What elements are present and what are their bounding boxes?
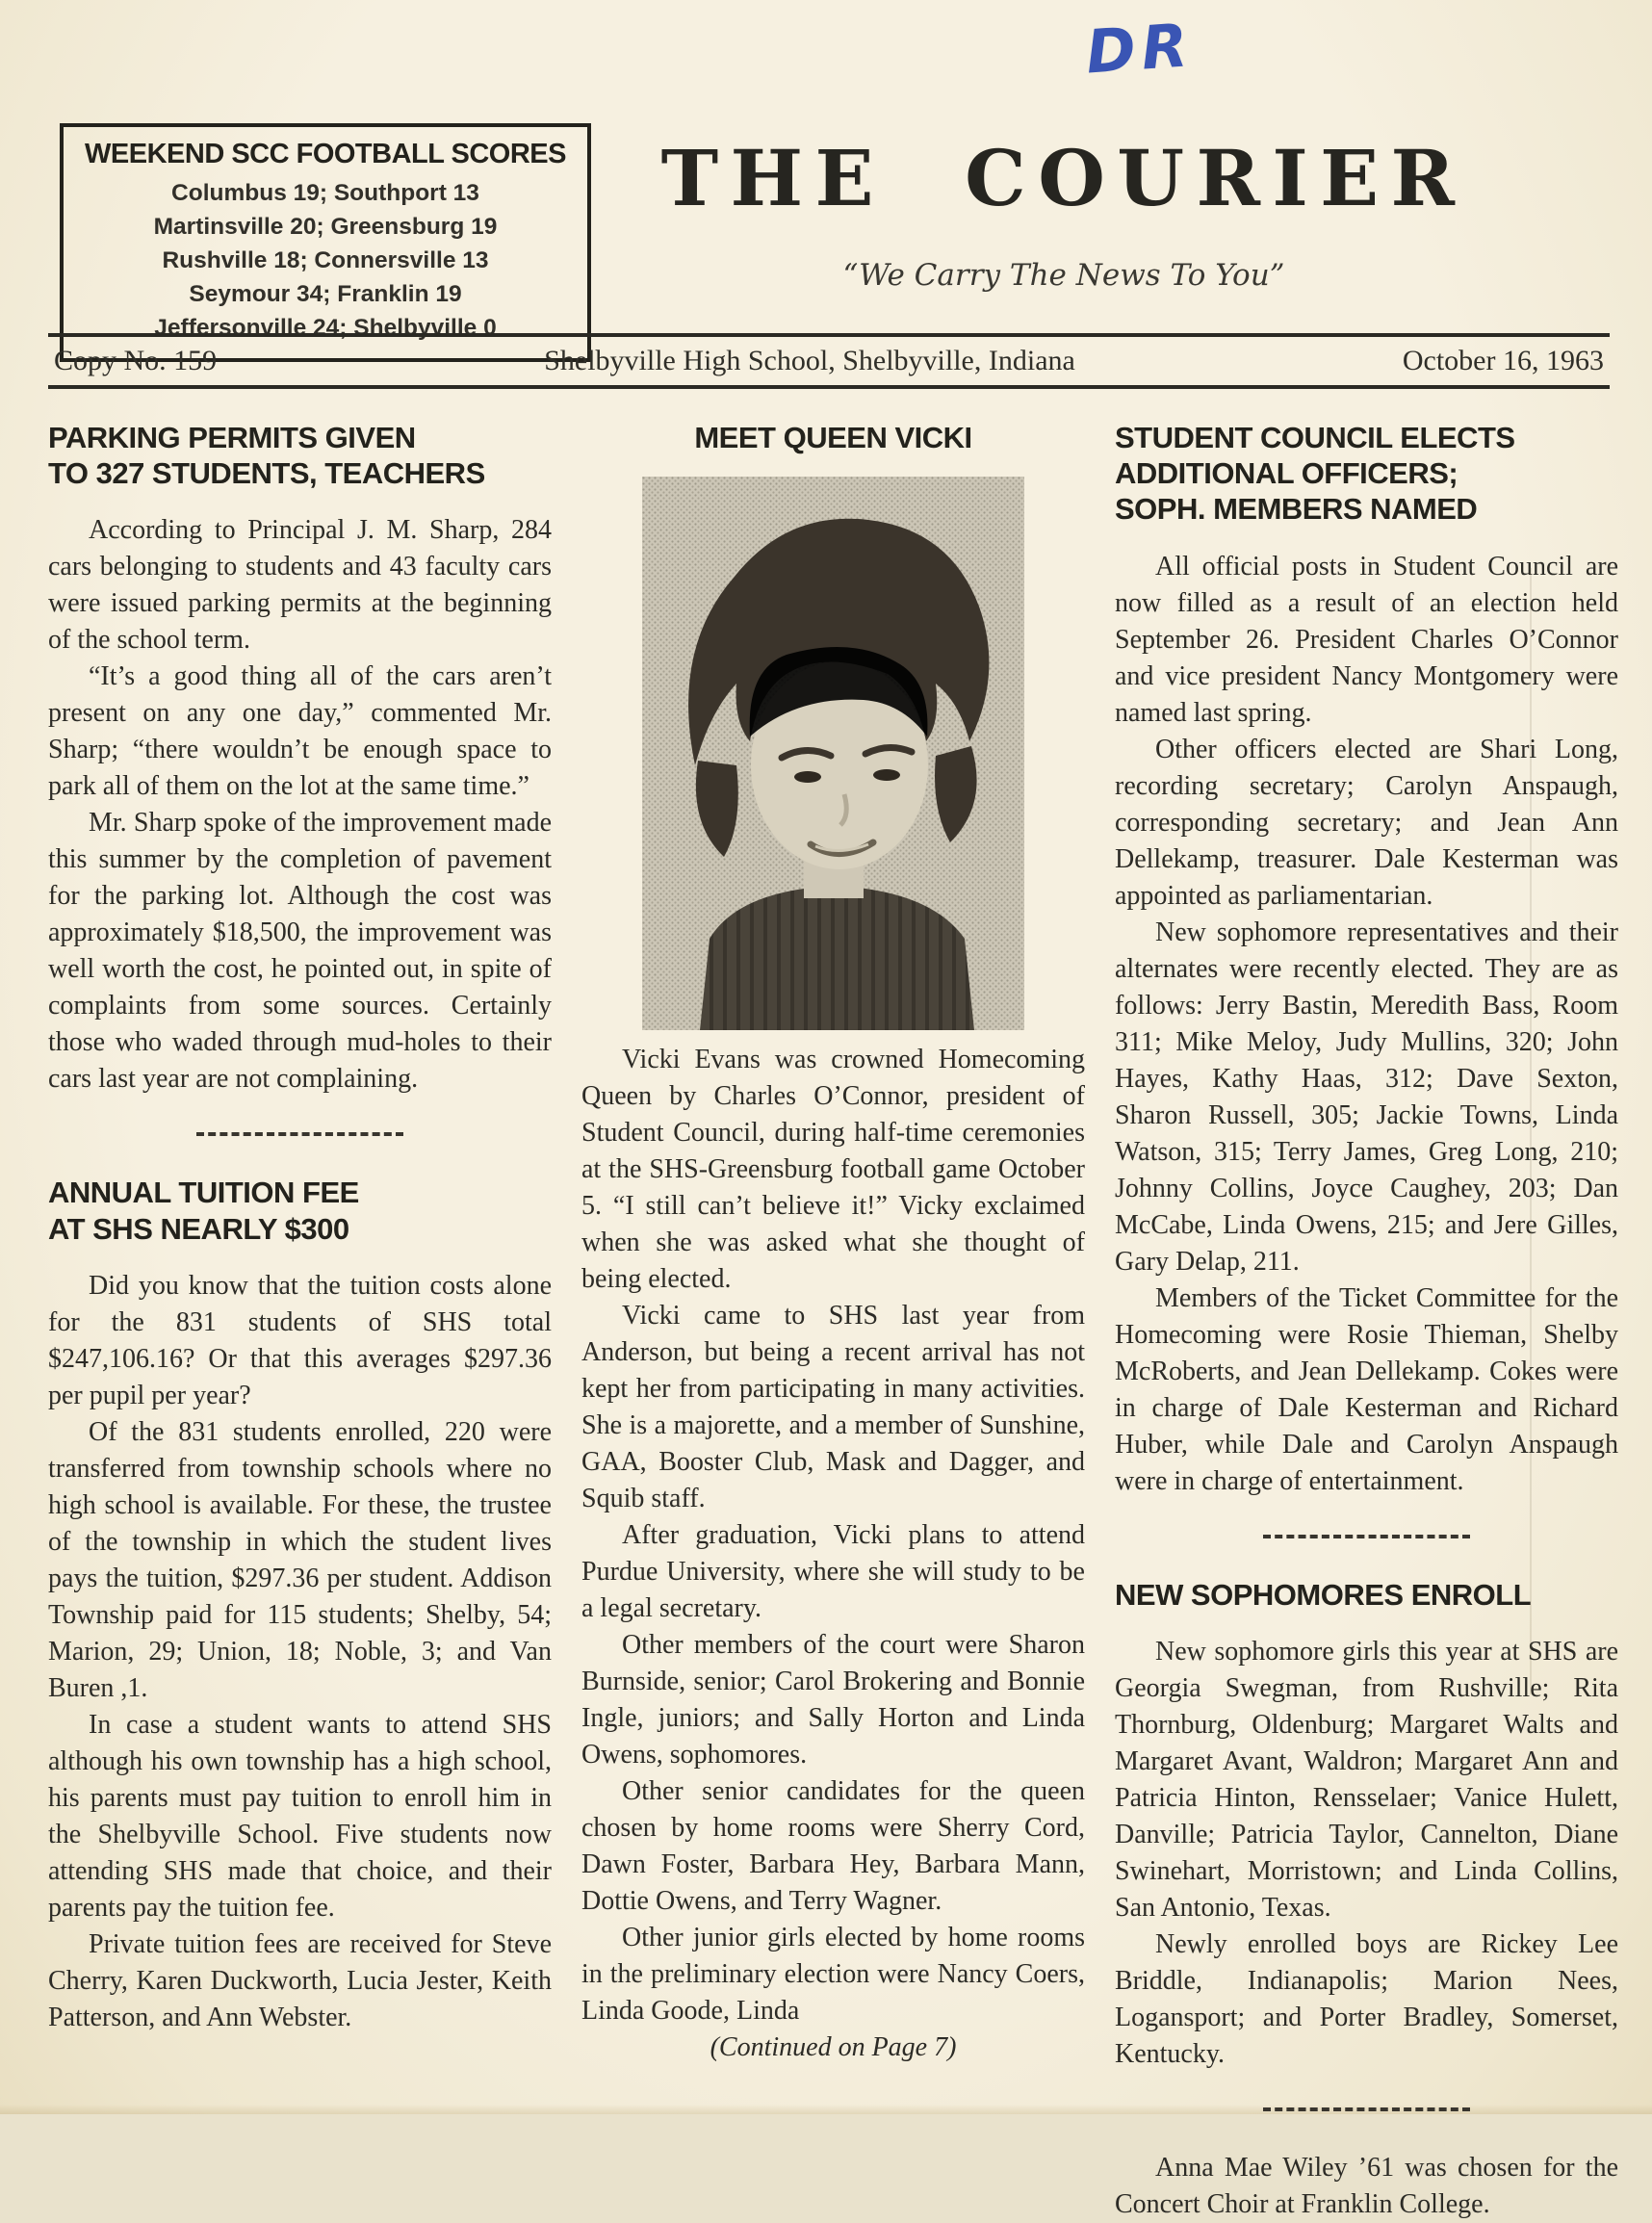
- headline-line: SOPH. MEMBERS NAMED: [1115, 492, 1478, 527]
- column-2: [581, 420, 1085, 2223]
- article-divider: [1263, 1535, 1470, 1538]
- article-new-sophomores: [1115, 1577, 1618, 2073]
- headline-line: STUDENT COUNCIL ELECTS: [1115, 421, 1515, 454]
- paragraph: Other members of the court were Sharon Burnside, senior; Carol Brokering and Bonnie Ingle, juniors; and Sally Horton and Linda Owens, sophomores.: [581, 1630, 1085, 1771]
- headline-line: ANNUAL TUITION FEE: [48, 1176, 359, 1210]
- article-tuition-fee: [48, 1175, 552, 2035]
- paragraph: Vicki came to SHS last year from Anderson, but being a recent arrival has not kept her from participating in many activities. She is a majorette, and a member of Sunshine, GAA, Booster Club, Mask and Dagger, and Squib staff.: [581, 1301, 1085, 1514]
- score-line: Columbus 19; Southport 13: [171, 180, 479, 206]
- paragraph: Other officers elected are Shari Long, recording secretary; Carolyn Anspaugh, corresponding secretary; and Jean Ann Dellekamp, treasurer. Dale Kesterman was appointed as parliamentarian.: [1115, 734, 1618, 911]
- score-line: Rushville 18; Connersville 13: [162, 247, 489, 273]
- article-parking-permits: [48, 420, 552, 1098]
- paragraph: Newly enrolled boys are Rickey Lee Briddle, Indianapolis; Marion Nees, Logansport; and Porter Bradley, Somerset, Kentucky.: [1115, 1928, 1618, 2069]
- paragraph: New sophomore girls this year at SHS are Georgia Swegman, from Rushville; Rita Thornburg, Oldenburg; Margaret Walts and Margaret Avant, Waldron; Margaret Ann and Patricia Hinton, Rensselaer; Vanice Hulett, Danville; Patricia Taylor, Cannelton, Diane Swinehart, Morristown; and Linda Collins, San Antonio, Texas.: [1115, 1636, 1618, 1923]
- content-columns: [48, 420, 1617, 2223]
- article-headline: NEW SOPHOMORES ENROLL: [1115, 1577, 1532, 1612]
- queen-vicki-photo: [642, 477, 1024, 1030]
- copy-number: Copy No. 159: [54, 345, 218, 376]
- article-headline: [48, 420, 552, 491]
- score-line: Jeffersonville 24; Shelbyville 0: [154, 315, 497, 341]
- scores-title: WEEKEND SCC FOOTBALL SCORES: [85, 139, 566, 169]
- issue-date: October 16, 1963: [1402, 345, 1604, 376]
- article-divider: [1263, 2107, 1470, 2111]
- column-1: [48, 420, 552, 2223]
- article-headline: [1115, 420, 1618, 528]
- headline-line: AT SHS NEARLY $300: [48, 1211, 349, 1246]
- column-3: [1115, 420, 1618, 2223]
- paragraph: New sophomore representatives and their alternates were recently elected. They are as follows: Jerry Bastin, Meredith Bass, Room 311; Mike Meloy, Judy Mullins, 320; John Hayes, Kathy Haas, 312; Dave Sexton, Sharon Russell, 305; Jackie Towns, Linda Watson, 315; Terry James, Greg Long, 210; Johnny Collins, Joyce Caughey, 203; Dan McCabe, Linda Owens, 215; and Jere Gilles, Gary Delap, 211.: [1115, 917, 1618, 1277]
- headline-line: TO 327 STUDENTS, TEACHERS: [48, 456, 485, 491]
- paragraph: In case a student wants to attend SHS although his own township has a high school, his parents must pay tuition to enroll him in the Shelbyville School. Five students now attending SHS made that choice, and their parents pay the tuition fee.: [48, 1709, 552, 1923]
- news-brief: Anna Mae Wiley ’61 was chosen for the Concert Choir at Franklin College.: [1115, 2152, 1618, 2219]
- score-line: Martinsville 20; Greensburg 19: [153, 214, 498, 240]
- paragraph: Of the 831 students enrolled, 220 were transferred from township schools where no high school is available. For these, the trustee of the township in which the student lives pays the tuition, $297.36 per student. Addison Township paid for 115 students; Shelby, 54; Marion, 29; Union, 18; Noble, 3; and Van Buren ,1.: [48, 1416, 552, 1703]
- handwritten-annotation: DR: [1083, 10, 1196, 88]
- paragraph: Members of the Ticket Committee for the Homecoming were Rosie Thieman, Shelby McRoberts, and Jean Dellekamp. Cokes were in charge of Dale Kesterman and Richard Huber, while Dale and Carolyn Anspaugh were in charge of entertainment.: [1115, 1282, 1618, 1496]
- article-queen-vicki: [581, 420, 1085, 2066]
- paragraph: Mr. Sharp spoke of the improvement made this summer by the completion of pavement for the parking lot. Although the cost was approximately $18,500, the improvement was well worth the cost, he pointed out, in spite of complaints from some sources. Certainly those who waded through mud-holes to their cars last year are not complaining.: [48, 808, 552, 1095]
- paragraph: Other senior candidates for the queen chosen by home rooms were Sherry Cord, Dawn Foster, Barbara Hey, Barbara Mann, Dottie Owens, and Terry Wagner.: [581, 1776, 1085, 1917]
- paragraph: After graduation, Vicki plans to attend Purdue University, where she will study to be a legal secretary.: [581, 1520, 1085, 1624]
- dateline: [48, 333, 1610, 389]
- article-headline: [48, 1175, 552, 1246]
- column-rule: [1530, 568, 1532, 1694]
- article-divider: [196, 1132, 403, 1136]
- football-scores-box: [60, 123, 591, 362]
- paper-title: THE COURIER: [660, 133, 1467, 223]
- paragraph: Other junior girls elected by home rooms in the preliminary election were Nancy Coers, Linda Goode, Linda: [581, 1923, 1085, 2027]
- paragraph: Vicki Evans was crowned Homecoming Queen by Charles O’Connor, president of Student Council, during half-time ceremonies at the SHS-Greensburg football game October 5. “I still can’t believe it!” Vicky exclaimed when she was asked what she thought of being elected.: [581, 1045, 1085, 1295]
- paper-slogan: “We Carry The News To You”: [842, 258, 1285, 293]
- paragraph: All official posts in Student Council are now filled as a result of an election held September 26. President Charles O’Connor and vice president Nancy Montgomery were named last spring.: [1115, 551, 1618, 728]
- school-line: Shelbyville High School, Shelbyville, Indiana: [544, 345, 1075, 376]
- article-student-council: [1115, 420, 1618, 1500]
- paragraph: Did you know that the tuition costs alone for the 831 students of SHS total $247,106.16? Or that this averages $297.36 per pupil per year?: [48, 1270, 552, 1410]
- article-headline: MEET QUEEN VICKI: [694, 421, 972, 454]
- paragraph: Private tuition fees are received for Steve Cherry, Karen Duckworth, Lucia Jester, Keith Patterson, and Ann Webster.: [48, 1928, 552, 2032]
- paragraph: “It’s a good thing all of the cars aren’t present on any one day,” commented Mr. Sharp; “there wouldn’t be enough space to park all of them on the lot at the same time.”: [48, 661, 552, 802]
- paragraph: According to Principal J. M. Sharp, 284 cars belonging to students and 43 faculty cars were issued parking permits at the beginning of the school term.: [48, 515, 552, 656]
- continued-notice: (Continued on Page 7): [710, 2032, 957, 2063]
- halftone-portrait: [642, 477, 1024, 1030]
- headline-line: ADDITIONAL OFFICERS;: [1115, 456, 1458, 491]
- masthead: [607, 133, 1521, 293]
- headline-line: PARKING PERMITS GIVEN: [48, 421, 416, 454]
- score-line: Seymour 34; Franklin 19: [189, 281, 462, 307]
